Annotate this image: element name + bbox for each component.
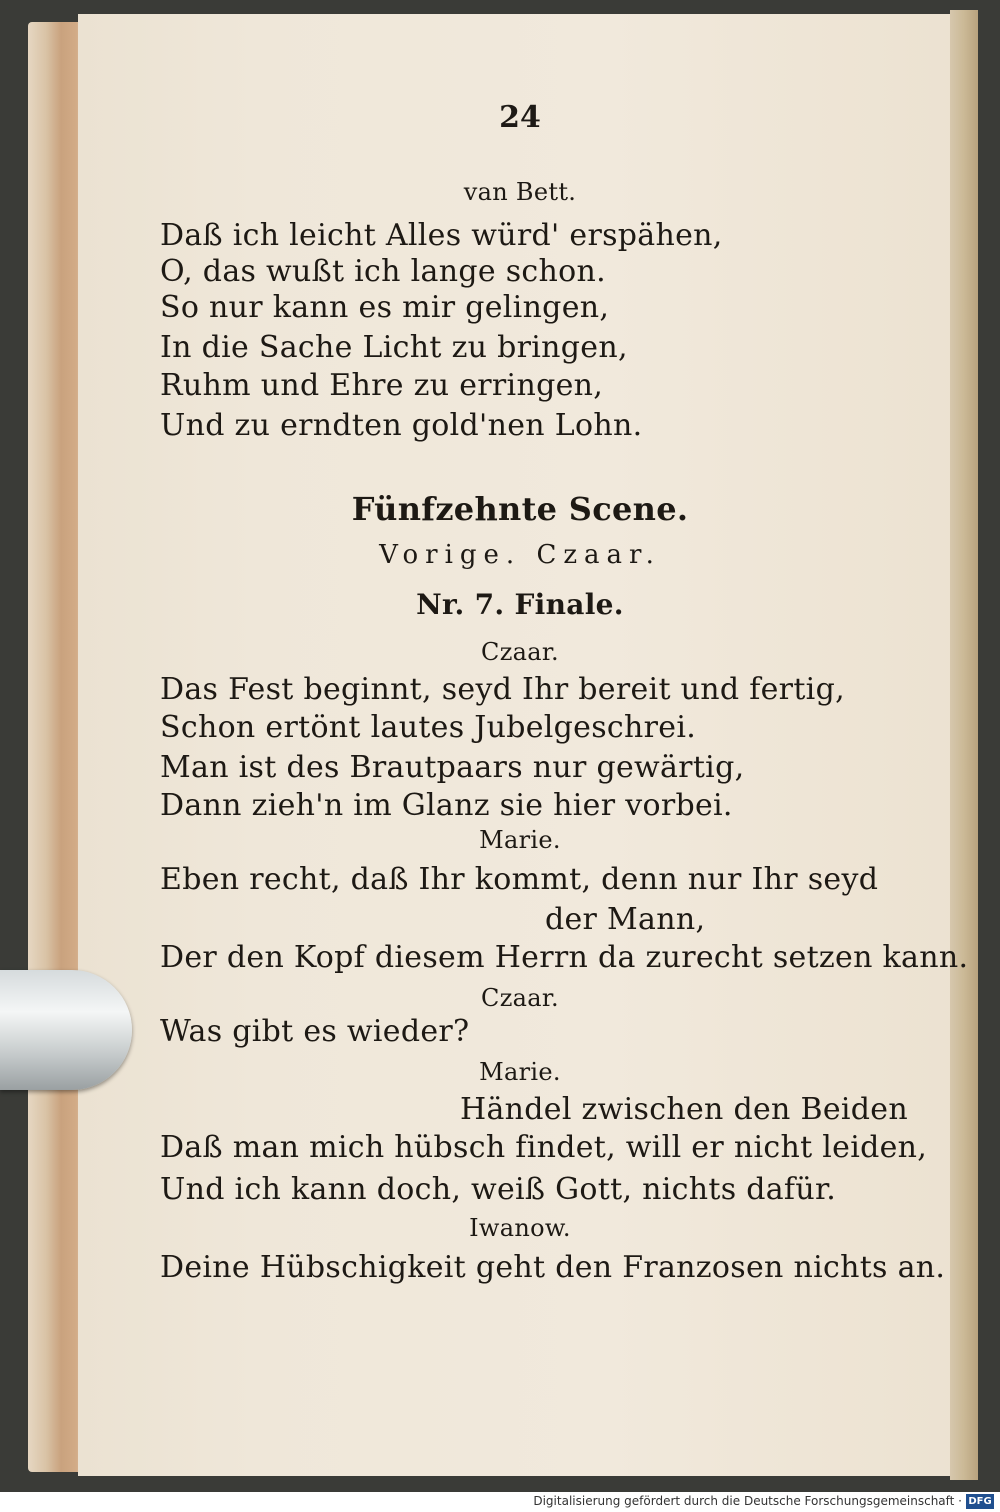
footer-credit: Digitalisierung gefördert durch die Deutsche Forschungsgemeinschaft · bbox=[533, 1494, 962, 1508]
verse-line: Man ist des Brautpaars nur gewärtig, bbox=[160, 750, 745, 785]
verse-line: Schon ertönt lautes Jubelgeschrei. bbox=[160, 710, 697, 745]
verse-line: Der den Kopf diesem Herrn da zurecht setzen kann. bbox=[160, 940, 969, 975]
verse-line: Was gibt es wieder? bbox=[160, 1014, 470, 1049]
verse-line: Ruhm und Ehre zu erringen, bbox=[160, 368, 604, 403]
scene-heading: Fünfzehnte Scene. bbox=[351, 490, 689, 528]
verse-line: Und ich kann doch, weiß Gott, nichts dafür. bbox=[160, 1172, 837, 1207]
number-heading: Nr. 7. Finale. bbox=[416, 588, 624, 621]
verse-line: Daß ich leicht Alles würd' erspähen, bbox=[160, 218, 723, 253]
speaker-label: Czaar. bbox=[481, 638, 559, 666]
dfg-logo-icon: DFG bbox=[966, 1494, 994, 1509]
verse-line: Deine Hübschigkeit geht den Franzosen nichts an. bbox=[160, 1250, 946, 1285]
verse-line-continuation: der Mann, bbox=[545, 902, 706, 937]
speaker-label: van Bett. bbox=[463, 178, 577, 206]
speaker-label: Marie. bbox=[479, 826, 561, 854]
verse-line: Eben recht, daß Ihr kommt, denn nur Ihr seyd bbox=[160, 862, 879, 897]
speaker-label: Iwanow. bbox=[469, 1214, 571, 1242]
page-clip bbox=[0, 970, 132, 1090]
verse-line: So nur kann es mir gelingen, bbox=[160, 290, 610, 325]
verse-line: O, das wußt ich lange schon. bbox=[160, 254, 606, 289]
page-number: 24 bbox=[499, 100, 541, 135]
speaker-label: Marie. bbox=[479, 1058, 561, 1086]
verse-line: Und zu erndten gold'nen Lohn. bbox=[160, 408, 643, 443]
verse-line: Dann zieh'n im Glanz sie hier vorbei. bbox=[160, 788, 733, 823]
speaker-label: Czaar. bbox=[481, 984, 559, 1012]
verse-line: Daß man mich hübsch findet, will er nicht leiden, bbox=[160, 1130, 928, 1165]
verse-line: Händel zwischen den Beiden bbox=[460, 1092, 908, 1127]
verse-line: In die Sache Licht zu bringen, bbox=[160, 330, 628, 365]
verse-line: Das Fest beginnt, seyd Ihr bereit und fertig, bbox=[160, 672, 845, 707]
footer-bar bbox=[0, 1492, 1000, 1512]
page-right-edge bbox=[950, 10, 978, 1480]
stage-direction: Vorige. Czaar. bbox=[379, 540, 661, 570]
